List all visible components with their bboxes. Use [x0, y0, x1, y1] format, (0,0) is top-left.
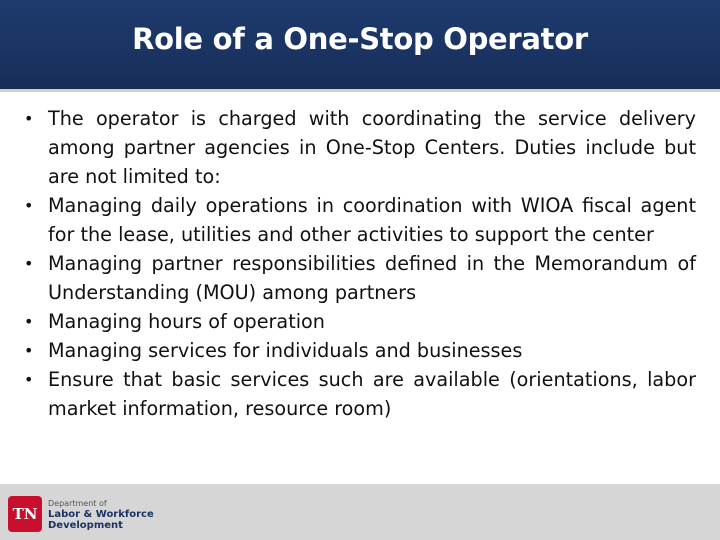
bullet-text: Managing partner responsibilities defined in the Memorandum of Understanding (MOU) among partners	[48, 252, 696, 304]
bullet-icon: •	[24, 312, 34, 331]
bullet-icon: •	[24, 109, 34, 128]
slide-content	[22, 104, 696, 423]
bullet-text: Managing hours of operation	[48, 310, 325, 333]
bullet-item	[22, 365, 696, 423]
bullet-item	[22, 191, 696, 249]
bullet-text: Managing daily operations in coordination with WIOA fiscal agent for the lease, utilities and other activities to support the center	[48, 194, 696, 246]
bullet-icon: •	[24, 254, 34, 273]
bullet-item	[22, 104, 696, 191]
logo-line-development: Development	[48, 519, 123, 531]
tn-seal-icon: TN	[8, 496, 42, 532]
bullet-icon: •	[24, 341, 34, 360]
bullet-text: Ensure that basic services such are available (orientations, labor market information, resource room)	[48, 368, 696, 420]
department-logo	[8, 492, 154, 536]
slide-title: Role of a One-Stop Operator	[132, 22, 588, 56]
bullet-text: Managing services for individuals and businesses	[48, 339, 523, 362]
bullet-list	[22, 104, 696, 423]
logo-line-labor: Labor & Workforce	[48, 508, 154, 520]
bullet-text: The operator is charged with coordinating the service delivery among partner agencies in One-Stop Centers. Duties include but are not limited to:	[48, 107, 696, 188]
bullet-item	[22, 336, 696, 365]
bullet-icon: •	[24, 196, 34, 215]
title-bar	[0, 0, 720, 92]
logo-text	[48, 498, 154, 531]
footer-bar	[0, 484, 720, 540]
logo-line-department: Department of	[48, 498, 107, 508]
bullet-item	[22, 307, 696, 336]
bullet-icon: •	[24, 370, 34, 389]
bullet-item	[22, 249, 696, 307]
